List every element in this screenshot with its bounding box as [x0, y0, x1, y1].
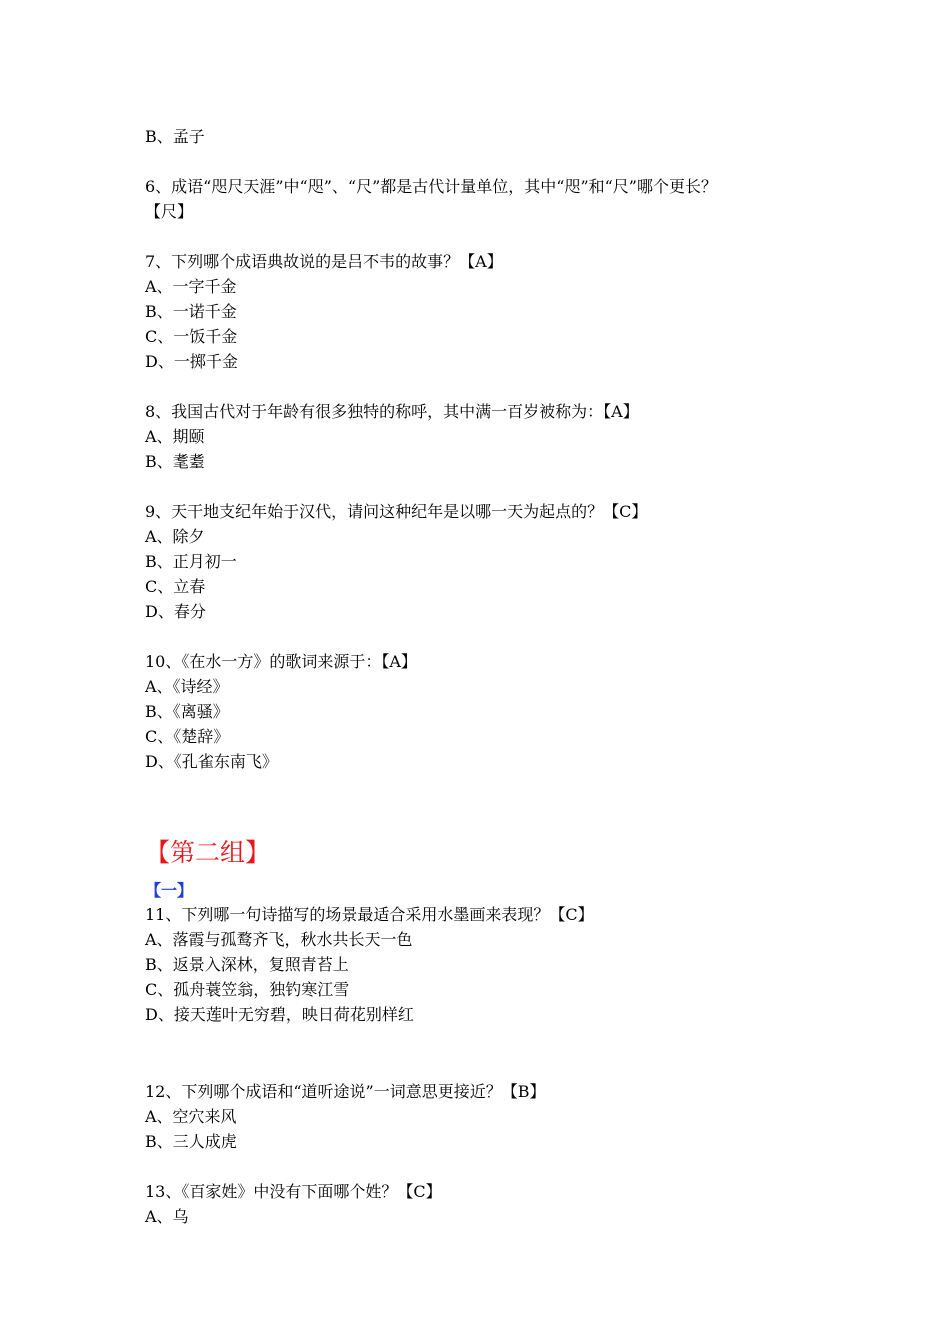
- section-title: 【第二组】: [145, 838, 271, 867]
- question-6-answer: 【尺】: [145, 202, 194, 221]
- option-line: A、空穴来风: [145, 1107, 237, 1126]
- document-page: [145, 124, 825, 1229]
- option-line: A、落霞与孤鹜齐飞，秋水共长天一色: [145, 930, 413, 949]
- option-line: B、耄耋: [145, 452, 205, 471]
- option-line: D、《孔雀东南飞》: [145, 752, 278, 771]
- question-12: 12、下列哪个成语和“道听途说”一词意思更接近？【B】: [145, 1082, 546, 1101]
- option-line: B、正月初一: [145, 552, 237, 571]
- question-8: 8、我国古代对于年龄有很多独特的称呼，其中满一百岁被称为：【A】: [145, 402, 639, 421]
- option-line: A、乌: [145, 1207, 189, 1226]
- option-line: A、《诗经》: [145, 677, 229, 696]
- option-line: B、《离骚》: [145, 702, 229, 721]
- option-line: B、孟子: [145, 127, 205, 146]
- option-line: B、返景入深林，复照青苔上: [145, 955, 349, 974]
- option-line: C、立春: [145, 577, 206, 596]
- question-7: 7、下列哪个成语典故说的是吕不韦的故事？【A】: [145, 252, 503, 271]
- question-6-line-1: 6、成语“咫尺天涯”中“咫”、“尺”都是古代计量单位，其中“咫”和“尺”哪个更长？: [145, 177, 717, 196]
- option-line: A、除夕: [145, 527, 205, 546]
- option-line: A、期颐: [145, 427, 205, 446]
- question-10: 10、《在水一方》的歌词来源于：【A】: [145, 652, 417, 671]
- option-line: A、一字千金: [145, 277, 237, 296]
- question-11: 11、下列哪一句诗描写的场景最适合采用水墨画来表现？【C】: [145, 905, 594, 924]
- option-line: D、春分: [145, 602, 206, 621]
- question-9: 9、天干地支纪年始于汉代，请问这种纪年是以哪一天为起点的？【C】: [145, 502, 648, 521]
- option-line: C、《楚辞》: [145, 727, 230, 746]
- option-line: D、一掷千金: [145, 352, 238, 371]
- section-subtitle: 【一】: [145, 881, 194, 900]
- option-line: C、孤舟蓑笠翁，独钓寒江雪: [145, 980, 350, 999]
- question-13: 13、《百家姓》中没有下面哪个姓？【C】: [145, 1182, 442, 1201]
- option-line: B、三人成虎: [145, 1132, 237, 1151]
- option-line: C、一饭千金: [145, 327, 238, 346]
- option-line: D、接天莲叶无穷碧，映日荷花别样红: [145, 1005, 414, 1024]
- option-line: B、一诺千金: [145, 302, 237, 321]
